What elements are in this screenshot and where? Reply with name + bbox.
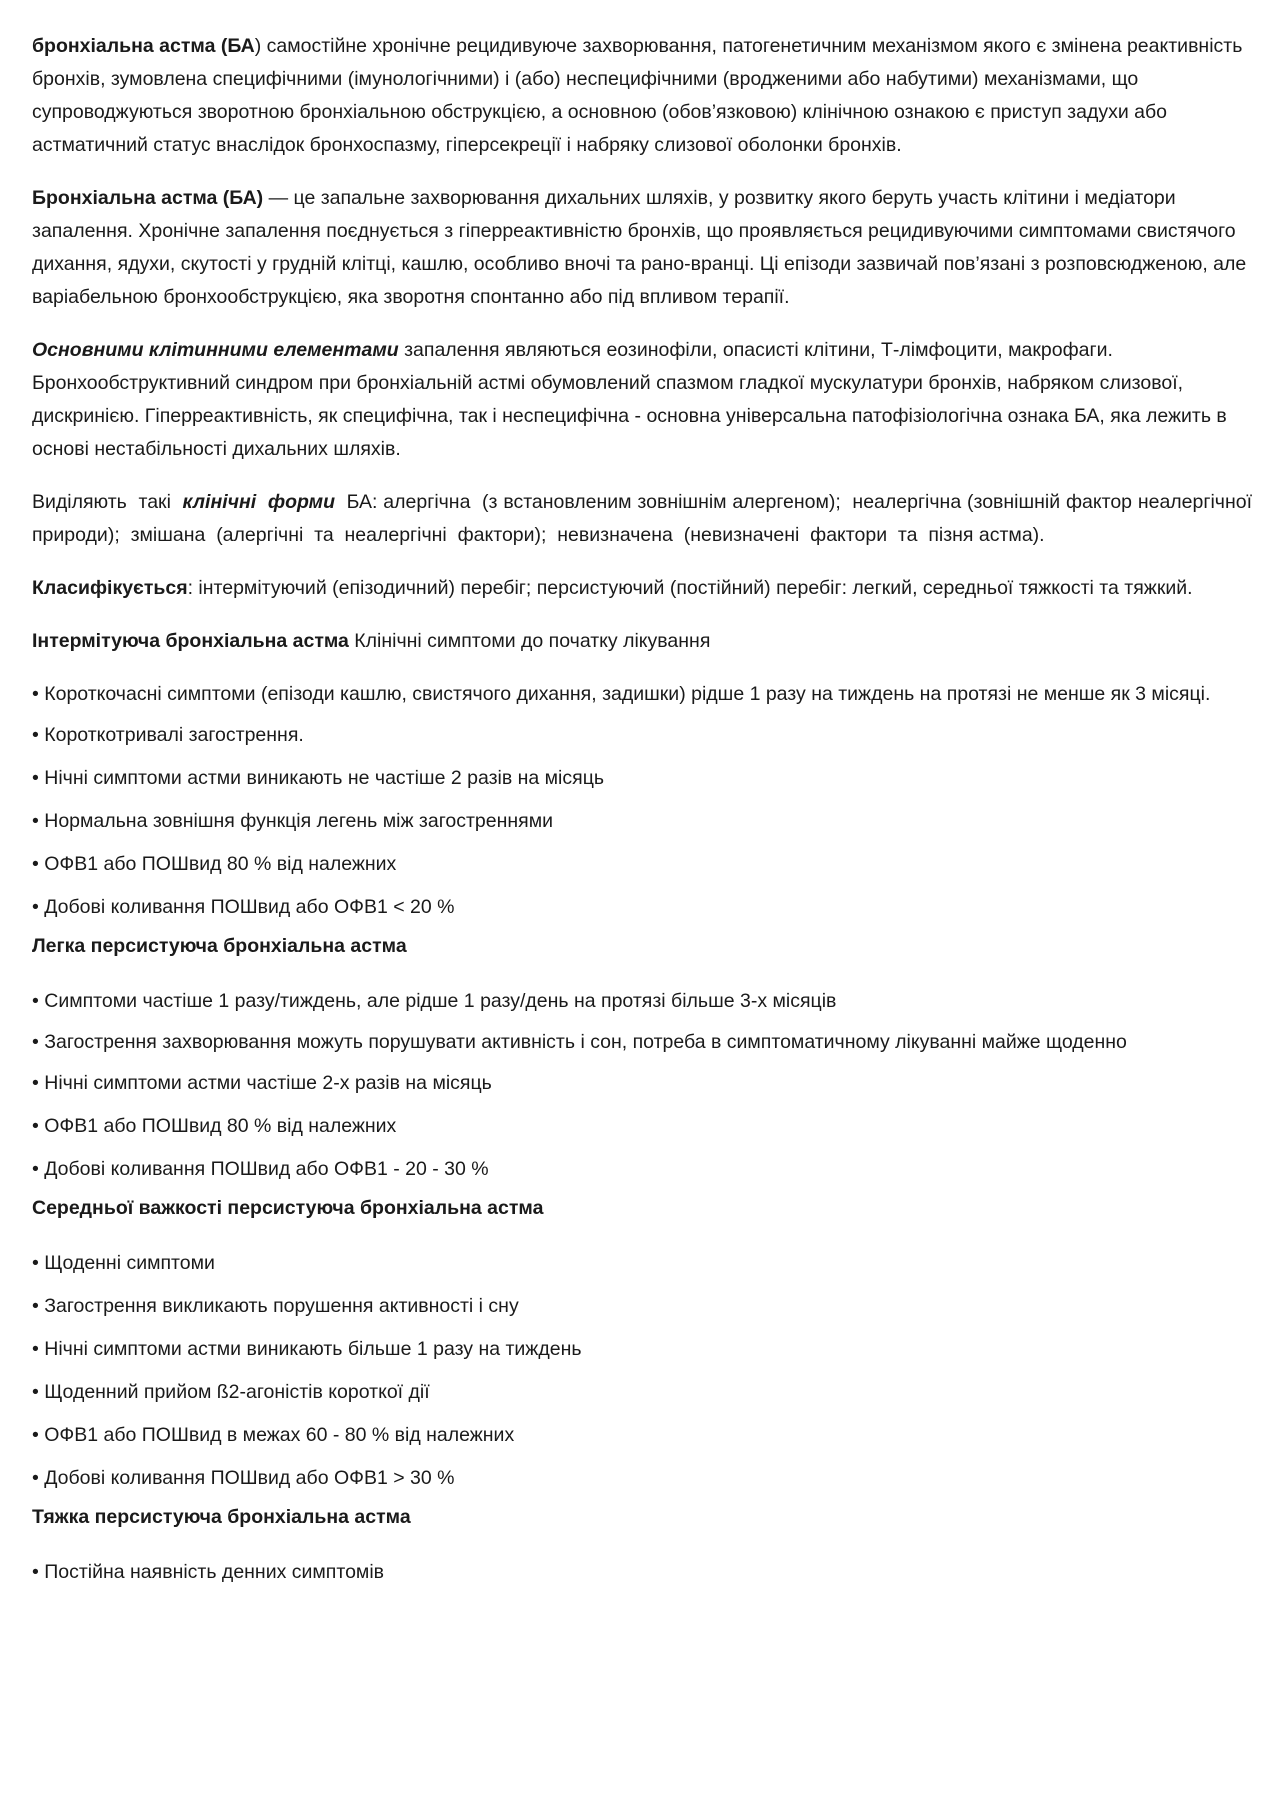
list-item: • Щоденні симптоми xyxy=(32,1252,215,1274)
paragraph-text: ) самостійне хронічне рецидивуюче захворювання, патогенетичним механізмом якого є змінена реактивність бронхів, зумовлена специфічними (імунологічними) і (або) неспецифічними (вродженими або набутими) механізмами, що супроводжуються зворотною бронхіальною обструкцією, а основною (обов’язковою) клінічною ознакою є приступ задухи або астматичний статус внаслідок бронхоспазму, гіперсекреції і набряку слизової оболонки бронхів. xyxy=(32,35,1243,156)
section-heading-mild xyxy=(32,930,1252,963)
term-asthma: бронхіальна астма (БА xyxy=(32,35,255,57)
list-item: • Загострення захворювання можуть порушувати активність і сон, потреба в симптоматичному лікуванні майже щоденно xyxy=(32,1031,1127,1053)
paragraph-definition-2 xyxy=(32,182,1252,314)
list-item: • Добові коливання ПОШвид або ОФВ1 - 20 - 30 % xyxy=(32,1158,489,1180)
section-title: Інтермітуюча бронхіальна астма xyxy=(32,630,349,652)
paragraph-text: БА: алергічна (з встановленим зовнішнім алергеном); неалергічна (зовнішній фактор неалергічної природи); змішана (алергічні та неалергічні фактори); невизначена (невизначені фактори та пізня астма). xyxy=(32,491,1258,546)
section-title: Тяжка персистуюча бронхіальна астма xyxy=(32,1506,411,1528)
list-item: • ОФВ1 або ПОШвид 80 % від належних xyxy=(32,853,397,875)
list-item: • Добові коливання ПОШвид або ОФВ1 < 20 % xyxy=(32,896,455,918)
list-item: • ОФВ1 або ПОШвид 80 % від належних xyxy=(32,1115,397,1137)
term-classification: Класифікується xyxy=(32,577,188,599)
section-subtitle: Клінічні симптоми до початку лікування xyxy=(348,630,711,652)
paragraph-text: запалення являються еозинофіли, опасисті клітини, Т-лімфоцити, макрофаги. Бронхообструктивний синдром при бронхіальній астмі обумовлений спазмом гладкої мускулатури бронхів, набряком слизової, дискринією. Гіперреактивність, як специфічна, так і неспецифічна - основна універсальна патофізіологічна ознака БА, яка лежить в основі нестабільності дихальних шляхів. xyxy=(32,339,1227,460)
term-cell-elements: Основними клітинними елементами xyxy=(32,339,399,361)
paragraph-cell-elements xyxy=(32,334,1252,466)
list-item: • Короткочасні симптоми (епізоди кашлю, свистячого дихання, задишки) рідше 1 разу на тиждень на протязі не менше як 3 місяці. xyxy=(32,683,1211,705)
paragraph-classification xyxy=(32,572,1252,605)
term-asthma-ba: Бронхіальна астма (БА) xyxy=(32,187,264,209)
paragraph-definition-1 xyxy=(32,30,1252,162)
list-item: • Щоденний прийом ß2-агоністів короткої дії xyxy=(32,1381,430,1403)
paragraph-clinical-forms xyxy=(32,486,1258,552)
list-item: • Загострення викликають порушення активності і сну xyxy=(32,1295,519,1317)
section-title: Легка персистуюча бронхіальна астма xyxy=(32,935,407,957)
list-item: • Нічні симптоми астми частіше 2-х разів на місяць xyxy=(32,1072,492,1094)
list-item: • Симптоми частіше 1 разу/тиждень, але рідше 1 разу/день на протязі більше 3-х місяців xyxy=(32,990,837,1012)
section-title: Середньої важкості персистуюча бронхіальна астма xyxy=(32,1197,544,1219)
paragraph-lead: Виділяють такі xyxy=(32,491,183,513)
section-heading-moderate xyxy=(32,1192,1252,1225)
section-heading-severe xyxy=(32,1501,1252,1534)
list-item: • Постійна наявність денних симптомів xyxy=(32,1561,385,1583)
list-item: • Добові коливання ПОШвид або ОФВ1 > 30 % xyxy=(32,1467,455,1489)
list-item: • Нічні симптоми астми виникають не частіше 2 разів на місяць xyxy=(32,767,605,789)
list-item: • Нічні симптоми астми виникають більше 1 разу на тиждень xyxy=(32,1338,582,1360)
paragraph-text: — це запальне захворювання дихальних шляхів, у розвитку якого беруть участь клітини і медіатори запалення. Хронічне запалення поєднується з гіперреактивністю бронхів, що проявляється рецидивуючими симптомами свистячого дихання, ядухи, скутості у грудній клітці, кашлю, особливо вночі та рано-вранці. Ці епізоди зазвичай пов’язані з розповсюдженою, але варіабельною бронхообструкцією, яка зворотня спонтанно або під впливом терапії. xyxy=(32,187,1247,308)
term-clinical-forms: клінічні форми xyxy=(182,491,336,513)
list-item: • ОФВ1 або ПОШвид в межах 60 - 80 % від належних xyxy=(32,1424,515,1446)
list-item: • Нормальна зовнішня функція легень між загостреннями xyxy=(32,810,553,832)
paragraph-text: : інтермітуючий (епізодичний) перебіг; персистуючий (постійний) перебіг: легкий, середньої тяжкості та тяжкий. xyxy=(187,577,1193,599)
section-heading-intermittent xyxy=(32,625,1252,658)
list-item: • Короткотривалі загострення. xyxy=(32,724,304,746)
